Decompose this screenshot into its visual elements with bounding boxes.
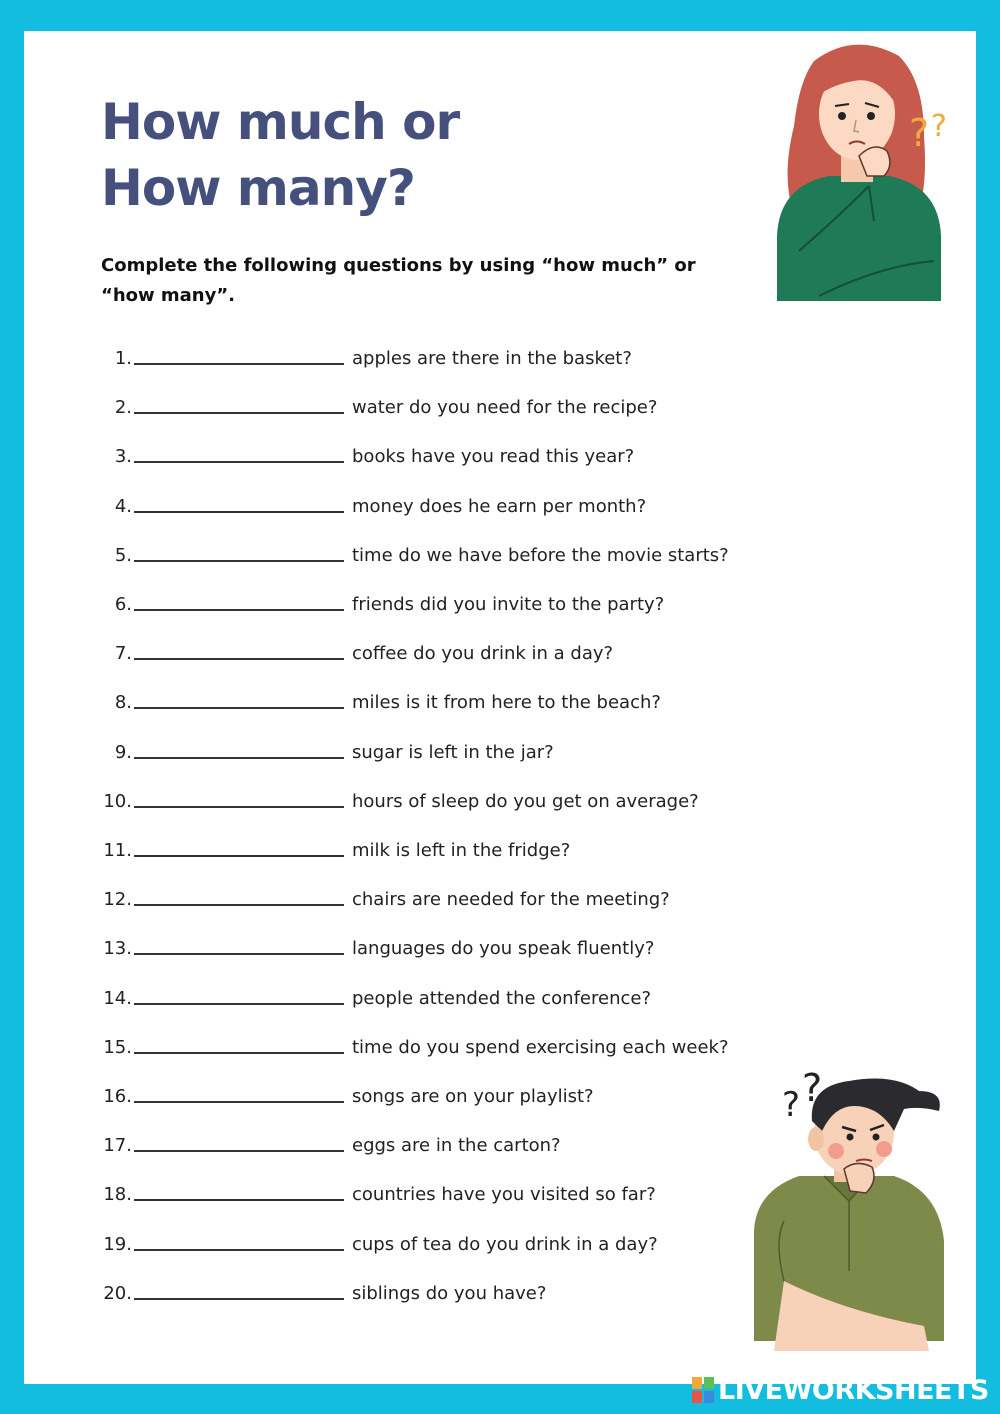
- question-number: 8.: [114, 692, 132, 714]
- answer-blank[interactable]: [134, 981, 344, 1005]
- answer-blank[interactable]: [134, 341, 344, 365]
- question-item: [24, 979, 651, 1009]
- question-text: chairs are needed for the meeting?: [352, 889, 670, 911]
- answer-blank[interactable]: [134, 538, 344, 562]
- question-text: books have you read this year?: [352, 446, 635, 468]
- question-text: hours of sleep do you get on average?: [352, 790, 699, 812]
- answer-blank[interactable]: [134, 735, 344, 759]
- question-text: time do you spend exercising each week?: [352, 1036, 729, 1058]
- question-text: coffee do you drink in a day?: [352, 643, 614, 665]
- question-number: 12.: [103, 889, 132, 911]
- answer-blank[interactable]: [134, 489, 344, 513]
- question-number: 18.: [103, 1184, 132, 1206]
- question-number: 19.: [103, 1233, 132, 1255]
- question-item: [24, 782, 699, 812]
- question-number: 5.: [114, 544, 132, 566]
- answer-blank[interactable]: [134, 931, 344, 955]
- answer-blank[interactable]: [134, 1030, 344, 1054]
- question-mark-icon: ?: [931, 109, 947, 144]
- answer-blank[interactable]: [134, 587, 344, 611]
- question-number: 13.: [103, 938, 132, 960]
- question-text: siblings do you have?: [352, 1282, 547, 1304]
- question-item: [24, 585, 664, 615]
- question-number: 2.: [114, 397, 132, 419]
- question-item: [24, 437, 634, 467]
- question-number: 11.: [103, 840, 132, 861]
- question-text: miles is it from here to the beach?: [352, 692, 661, 714]
- question-item: [24, 1028, 729, 1058]
- instructions: Complete the following questions by using “how much” or “how many”.: [101, 255, 696, 306]
- question-number: 3.: [114, 446, 132, 468]
- question-number: 9.: [114, 741, 132, 763]
- question-number: 20.: [103, 1282, 132, 1304]
- question-number: 17.: [103, 1135, 132, 1157]
- question-text: friends did you invite to the party?: [352, 594, 665, 615]
- question-text: languages do you speak fluently?: [352, 938, 655, 960]
- question-text: people attended the conference?: [352, 987, 652, 1009]
- question-text: time do we have before the movie starts?: [352, 544, 729, 566]
- question-text: sugar is left in the jar?: [352, 741, 554, 763]
- question-text: milk is left in the fridge?: [352, 840, 571, 861]
- question-item: [24, 388, 657, 418]
- title-line-1: How much or: [101, 93, 460, 151]
- question-text: cups of tea do you drink in a day?: [352, 1233, 658, 1255]
- thinking-boy-illustration: [744, 1051, 954, 1351]
- question-mark-icon: ?: [909, 111, 930, 155]
- question-item: [24, 536, 729, 566]
- answer-blank[interactable]: [134, 1079, 344, 1103]
- answer-blank[interactable]: [134, 390, 344, 414]
- question-text: apples are there in the basket?: [352, 348, 632, 369]
- question-item: [24, 1077, 594, 1107]
- answer-blank[interactable]: [134, 833, 344, 857]
- question-item: [24, 1175, 656, 1205]
- answer-blank[interactable]: [134, 1177, 344, 1201]
- worksheet-page: [24, 31, 976, 1384]
- question-item: [24, 339, 632, 369]
- answer-blank[interactable]: [134, 439, 344, 463]
- question-text: money does he earn per month?: [352, 495, 647, 517]
- liveworksheets-logo-icon: [692, 1377, 714, 1403]
- question-text: songs are on your playlist?: [352, 1086, 594, 1107]
- answer-blank[interactable]: [134, 1276, 344, 1300]
- question-number: 7.: [114, 643, 132, 665]
- question-mark-icon: ?: [802, 1066, 823, 1110]
- answer-blank[interactable]: [134, 882, 344, 906]
- answer-blank[interactable]: [134, 636, 344, 660]
- question-number: 6.: [114, 594, 132, 615]
- question-item: [24, 831, 570, 861]
- answer-blank[interactable]: [134, 1128, 344, 1152]
- question-item: [24, 929, 654, 959]
- question-item: [24, 634, 613, 664]
- question-number: 15.: [103, 1036, 132, 1058]
- question-text: water do you need for the recipe?: [352, 397, 658, 419]
- question-item: [24, 1126, 561, 1156]
- question-number: 4.: [114, 495, 132, 517]
- question-item: [24, 733, 554, 763]
- liveworksheets-brand: [692, 1373, 989, 1407]
- answer-blank[interactable]: [134, 784, 344, 808]
- question-item: [24, 683, 661, 713]
- thinking-girl-illustration: [759, 36, 959, 306]
- question-item: [24, 1274, 546, 1304]
- question-item: [24, 1225, 658, 1255]
- question-number: 10.: [103, 790, 132, 812]
- worksheet-title: [101, 89, 459, 221]
- question-number: 1.: [114, 348, 132, 369]
- question-text: countries have you visited so far?: [352, 1184, 656, 1206]
- question-item: [24, 487, 646, 517]
- answer-blank[interactable]: [134, 685, 344, 709]
- question-number: 14.: [103, 987, 132, 1009]
- title-line-2: How many?: [101, 159, 415, 217]
- answer-blank[interactable]: [134, 1227, 344, 1251]
- question-text: eggs are in the carton?: [352, 1135, 561, 1157]
- brand-name: LIVEWORKSHEETS: [718, 1374, 989, 1406]
- question-number: 16.: [103, 1086, 132, 1107]
- question-item: [24, 880, 670, 910]
- question-mark-icon: ?: [782, 1085, 801, 1125]
